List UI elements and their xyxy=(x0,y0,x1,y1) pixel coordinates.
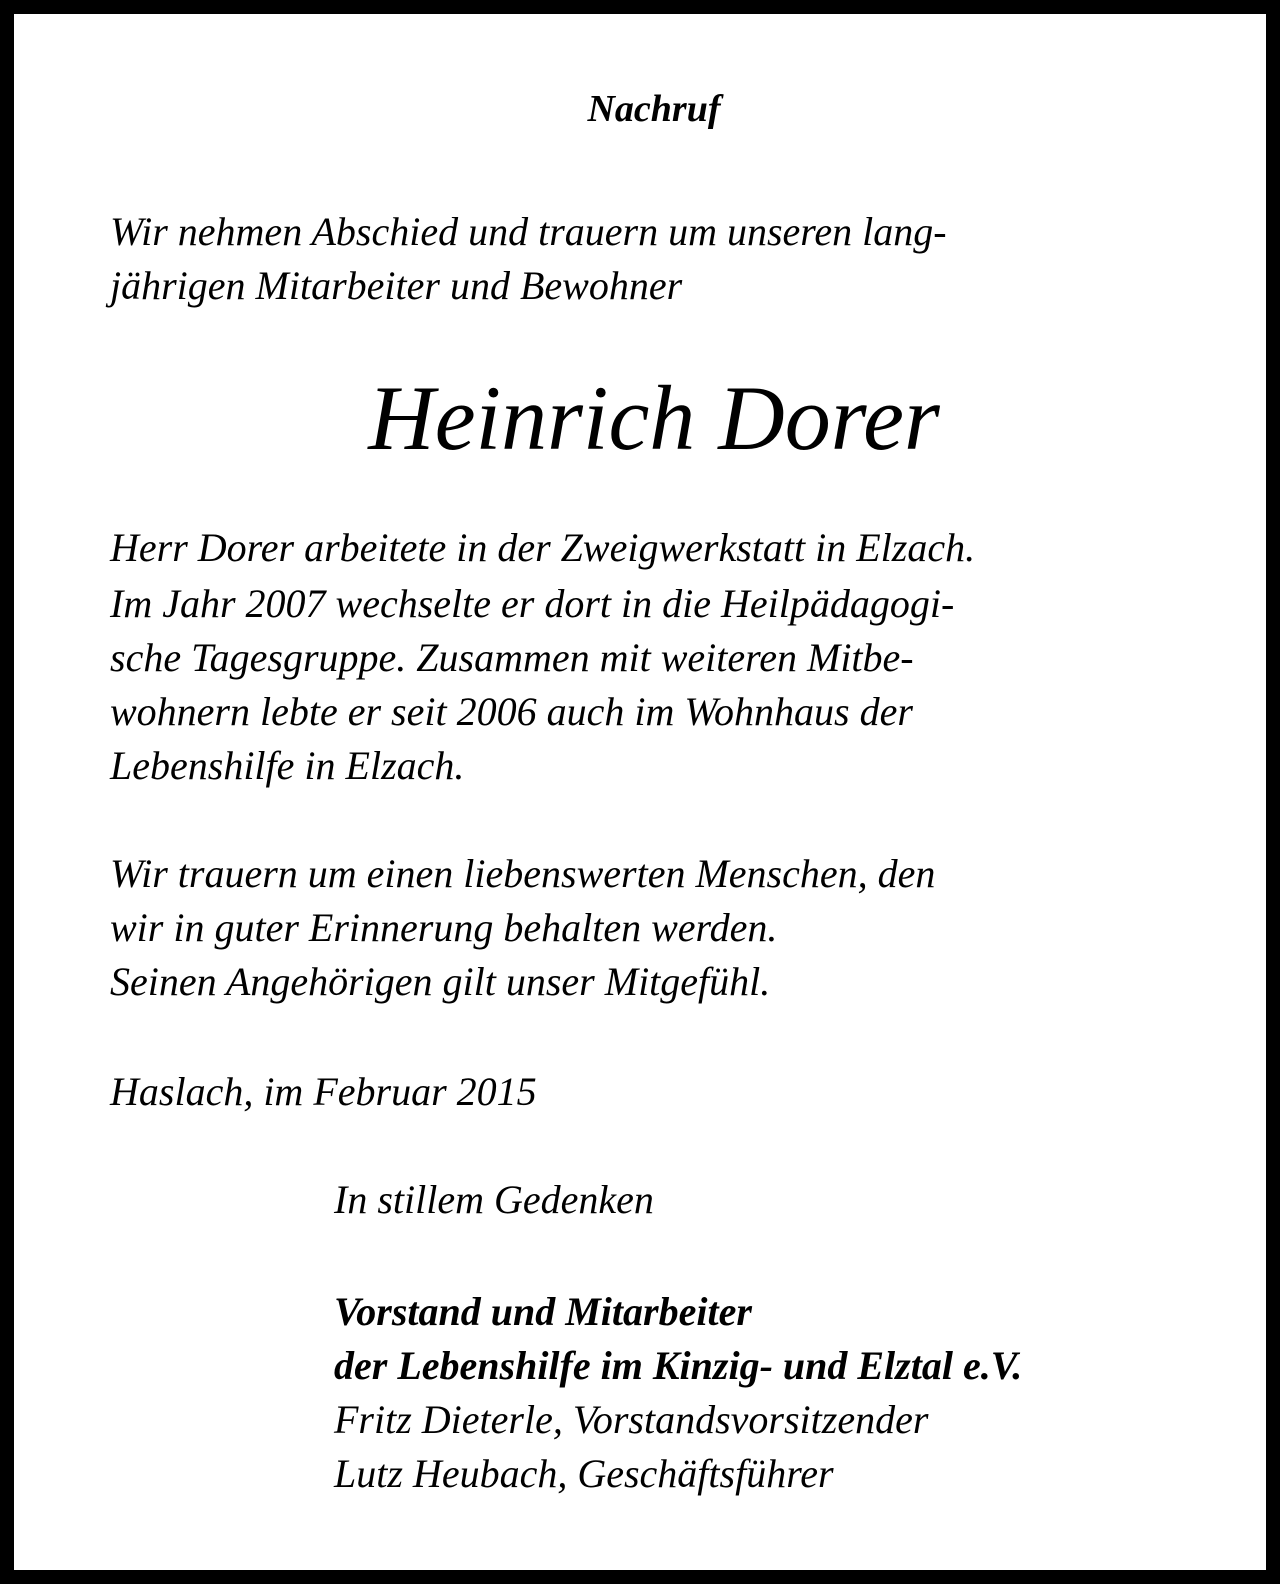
mourning-line: Seinen Angehörigen gilt unser Mitgefühl. xyxy=(110,959,771,1004)
mourning-line: Wir trauern um einen liebenswerten Menschen, den xyxy=(110,851,936,896)
intro-line: Wir nehmen Abschied und trauern um unseren lang- xyxy=(110,209,947,254)
intro-line: jährigen Mitarbeiter und Bewohner xyxy=(110,263,683,308)
notice-title: Nachruf xyxy=(587,88,721,130)
bio-line: Im Jahr 2007 wechselte er dort in die Heilpädagogi- xyxy=(110,581,955,626)
closing-phrase: In stillem Gedenken xyxy=(334,1177,654,1222)
bio-line: sche Tagesgruppe. Zusammen mit weiteren Mitbe- xyxy=(110,635,914,680)
bio-line: Lebenshilfe in Elzach. xyxy=(110,743,465,788)
signatory-line: Lutz Heubach, Geschäftsführer xyxy=(334,1451,834,1496)
organization-line: Vorstand und Mitarbeiter xyxy=(334,1289,752,1334)
bio-line: Herr Dorer arbeitete in der Zweigwerkstatt in Elzach. xyxy=(110,525,976,570)
mourning-line: wir in guter Erinnerung behalten werden. xyxy=(110,905,778,950)
organization-line: der Lebenshilfe im Kinzig- und Elztal e.V. xyxy=(334,1343,1023,1388)
place-date: Haslach, im Februar 2015 xyxy=(110,1069,537,1114)
bio-line: wohnern lebte er seit 2006 auch im Wohnhaus der xyxy=(110,689,913,734)
signatory-line: Fritz Dieterle, Vorstandsvorsitzender xyxy=(334,1397,929,1442)
deceased-name: Heinrich Dorer xyxy=(368,367,940,469)
